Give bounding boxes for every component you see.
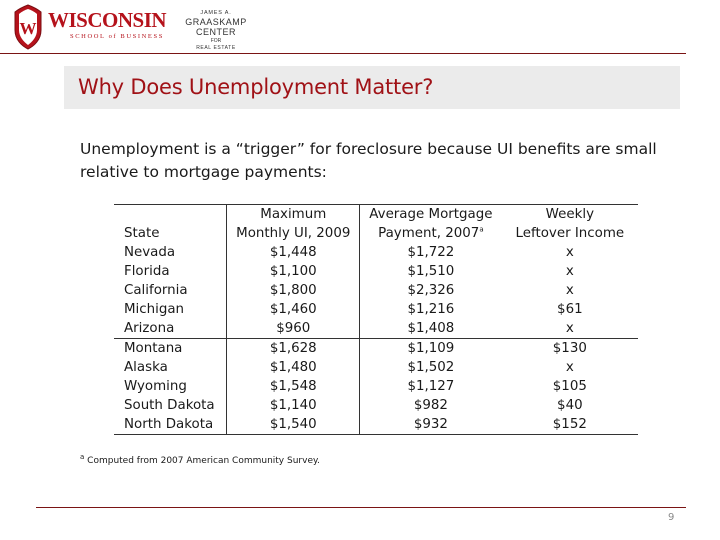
state-cell: Montana (114, 339, 227, 359)
header-cell: Weekly (502, 205, 638, 225)
center-logo-for: FOR (210, 38, 222, 44)
table-row (114, 243, 638, 262)
max-ui-cell: $1,800 (227, 281, 360, 300)
university-crest-icon (11, 4, 45, 50)
table-row (114, 358, 638, 377)
leftover-cell: $61 (557, 302, 583, 317)
center-logo (164, 10, 268, 51)
max-ui-cell: $1,100 (227, 262, 360, 281)
table-row (114, 339, 638, 359)
max-ui-cell: $960 (227, 319, 360, 339)
table-footnote (80, 453, 320, 466)
center-logo-top: JAMES A. (200, 10, 232, 16)
footer-divider (36, 507, 686, 508)
max-ui-cell: $1,140 (227, 396, 360, 415)
leftover-cell: x (565, 264, 574, 279)
header-cell: Leftover Income (515, 226, 625, 241)
brand-name: WISCONSIN (48, 8, 167, 32)
leftover-cell: x (565, 245, 574, 260)
leftover-cell: $152 (502, 415, 638, 435)
mortgage-cell: $1,216 (407, 302, 455, 317)
leftover-cell: $40 (557, 398, 583, 413)
leftover-cell: x (565, 360, 574, 375)
unemployment-table (114, 204, 638, 435)
state-cell: North Dakota (114, 415, 227, 435)
header-divider (0, 53, 686, 54)
state-cell: Florida (114, 262, 227, 281)
state-cell: Wyoming (114, 377, 227, 396)
leftover-cell: $130 (502, 339, 638, 359)
mortgage-cell: $1,127 (407, 379, 455, 394)
slide-header (0, 0, 720, 56)
leftover-cell: x (565, 321, 574, 336)
title-bar (64, 66, 680, 109)
mortgage-cell: $982 (413, 398, 448, 413)
header-cell: Average Mortgage (360, 205, 502, 225)
mortgage-cell: $1,502 (407, 360, 455, 375)
mortgage-cell: $2,326 (407, 283, 455, 298)
page-number: 9 (668, 512, 675, 523)
state-cell: Arizona (114, 319, 227, 339)
table-row (114, 262, 638, 281)
table-row (114, 300, 638, 319)
mortgage-cell: $1,408 (407, 321, 455, 336)
school-logo (48, 10, 166, 40)
state-cell: Nevada (114, 243, 227, 262)
mortgage-cell: $932 (360, 415, 502, 435)
intro-text: Unemployment is a “trigger” for foreclosure because UI benefits are small relative to mortgage payments: (80, 140, 657, 181)
state-cell: South Dakota (114, 396, 227, 415)
header-cell-with-note (360, 224, 502, 243)
max-ui-cell: $1,540 (227, 415, 360, 435)
state-cell: Alaska (114, 358, 227, 377)
center-logo-name: GRAASKAMP CENTER (185, 17, 247, 37)
max-ui-cell: $1,628 (227, 339, 360, 359)
max-ui-cell: $1,460 (227, 300, 360, 319)
crest-letter: W (19, 19, 37, 38)
table-row (114, 377, 638, 396)
leftover-cell: x (565, 283, 574, 298)
mortgage-cell: $1,722 (407, 245, 455, 260)
header-cell: Maximum (227, 205, 360, 225)
mortgage-cell: $1,109 (360, 339, 502, 359)
max-ui-cell: $1,448 (227, 243, 360, 262)
max-ui-cell: $1,548 (227, 377, 360, 396)
table-row (114, 281, 638, 300)
slide-title: Why Does Unemployment Matter? (78, 75, 434, 99)
mortgage-cell: $1,510 (407, 264, 455, 279)
brand-subtitle: SCHOOL of BUSINESS (70, 33, 164, 40)
max-ui-cell: $1,480 (227, 358, 360, 377)
footnote-text: Computed from 2007 American Community Survey. (87, 456, 320, 466)
header-cell: Monthly UI, 2009 (227, 224, 360, 243)
table-row (114, 396, 638, 415)
leftover-cell: $105 (552, 379, 587, 394)
table-header-row (114, 224, 638, 243)
header-cell: State (114, 224, 227, 243)
header-cell (114, 205, 227, 225)
table-row (114, 319, 638, 339)
center-logo-bottom: REAL ESTATE (196, 45, 236, 51)
footnote-marker: a (479, 225, 484, 234)
table-row (114, 415, 638, 435)
table-header-row (114, 205, 638, 225)
state-cell: California (114, 281, 227, 300)
header-cell: Payment, 2007 (378, 226, 480, 241)
state-cell: Michigan (114, 300, 227, 319)
footnote-marker: a (80, 453, 85, 461)
